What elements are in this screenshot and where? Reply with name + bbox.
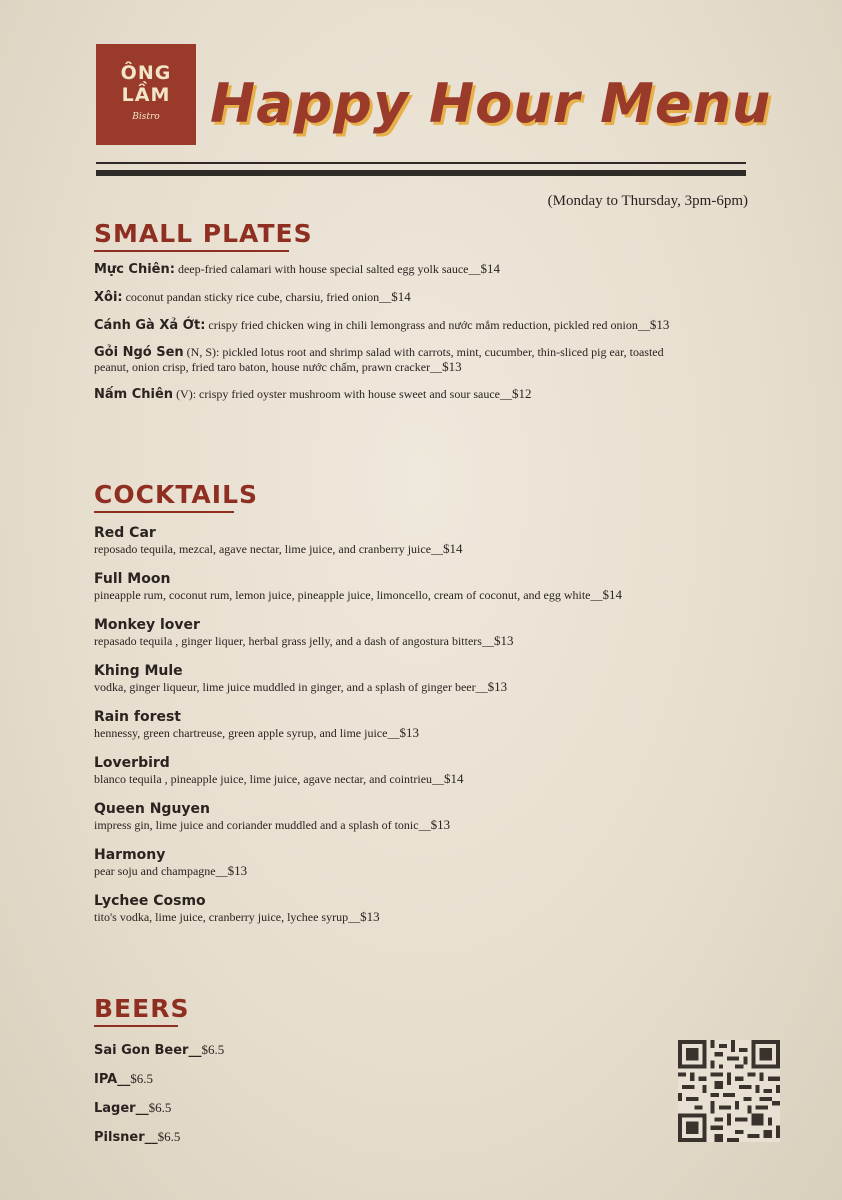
item-description: impress gin, lime juice and coriander muddled and a splash of tonic__ [94, 818, 431, 832]
item-name: Xôi: [94, 290, 123, 305]
item-price: $14 [444, 771, 464, 786]
item-name: Loverbird [94, 755, 170, 771]
menu-title: Happy Hour Menu [210, 72, 772, 135]
item-name: IPA__ [94, 1072, 131, 1087]
item-name: Mực Chiên: [94, 262, 175, 277]
item-name: Harmony [94, 847, 166, 863]
menu-item [94, 892, 694, 924]
menu-item [94, 754, 694, 786]
menu-item [94, 524, 694, 556]
item-description: blanco tequila , pineapple juice, lime juice, agave nectar, and cointrieu__ [94, 772, 445, 786]
item-price: $12 [512, 386, 532, 401]
item-price: $6.5 [201, 1042, 225, 1057]
item-price: $13 [649, 317, 670, 332]
menu-item [94, 570, 694, 602]
menu-item [94, 387, 694, 402]
menu-item [94, 1100, 694, 1117]
item-price: $13 [430, 817, 451, 832]
item-name: Lychee Cosmo [94, 893, 206, 909]
small-plates-list [94, 262, 694, 402]
menu-item [94, 262, 694, 277]
section-underline [94, 1025, 178, 1027]
item-price: $14 [391, 289, 411, 304]
item-description: repasado tequila , ginger liquer, herbal grass jelly, and a dash of angostura bitters__ [94, 634, 494, 648]
item-name: Monkey lover [94, 617, 200, 633]
menu-item [94, 708, 694, 740]
cocktails-list [94, 524, 694, 924]
item-name: Nấm Chiên [94, 387, 174, 402]
section-title-small-plates: SMALL PLATES [94, 219, 313, 248]
menu-item [94, 290, 694, 305]
menu-item [94, 662, 694, 694]
item-description: tito's vodka, lime juice, cranberry juice, lychee syrup__ [94, 910, 361, 924]
menu-item [94, 1071, 694, 1088]
item-description: pineapple rum, coconut rum, lemon juice, pineapple juice, limoncello, cream of coconut, and egg white__ [94, 588, 603, 602]
item-price: $13 [442, 359, 462, 374]
menu-item [94, 616, 694, 648]
menu-item [94, 800, 694, 832]
qr-code-icon[interactable] [678, 1040, 780, 1142]
logo-subtitle: Bistro [132, 112, 160, 122]
item-name: Khing Mule [94, 663, 183, 679]
menu-item [94, 345, 694, 374]
header-divider-thick [96, 170, 746, 176]
section-title-beers: BEERS [94, 994, 190, 1023]
item-description: reposado tequila, mezcal, agave nectar, lime juice, and cranberry juice__ [94, 542, 444, 556]
item-name: Pilsner__ [94, 1130, 158, 1145]
item-price: $13 [487, 679, 508, 694]
item-description: hennessy, green chartreuse, green apple syrup, and lime juice__ [94, 726, 400, 740]
section-underline [94, 250, 289, 252]
item-price: $13 [360, 909, 380, 924]
logo-line-1: ÔNG [120, 62, 172, 84]
item-name: Red Car [94, 525, 156, 541]
item-description: (N, S): pickled lotus root and shrimp salad with carrots, mint, cucumber, thin-sliced pig ear, toasted peanut, onion crisp, fried taro baton, house nước chấm, prawn cracker__ [94, 345, 664, 374]
header-divider-thin [96, 162, 746, 164]
menu-item [94, 846, 694, 878]
item-price: $14 [443, 541, 463, 556]
item-name: Gỏi Ngó Sen [94, 345, 184, 360]
item-name: Lager__ [94, 1101, 149, 1116]
item-name: Sai Gon Beer__ [94, 1043, 202, 1058]
ong-lam-logo [96, 44, 196, 145]
section-underline [94, 511, 234, 513]
item-price: $6.5 [130, 1071, 153, 1086]
menu-item [94, 318, 694, 333]
item-price: $14 [602, 587, 622, 602]
item-price: $6.5 [148, 1100, 172, 1115]
logo-line-2: LẦM [121, 84, 171, 106]
item-description: deep-fried calamari with house special salted egg yolk sauce__ [174, 262, 481, 276]
item-name: Full Moon [94, 571, 171, 587]
item-price: $13 [493, 633, 514, 648]
item-price: $13 [399, 725, 419, 740]
item-name: Cánh Gà Xả Ớt: [94, 318, 206, 333]
menu-item [94, 1129, 694, 1146]
item-price: $14 [480, 261, 501, 276]
beers-list [94, 1042, 694, 1146]
item-name: Rain forest [94, 709, 182, 725]
item-description: vodka, ginger liqueur, lime juice muddled in ginger, and a splash of ginger beer__ [94, 680, 488, 694]
item-description: coconut pandan sticky rice cube, charsiu, fried onion__ [122, 290, 392, 304]
item-description: crispy fried chicken wing in chili lemongrass and nước mắm reduction, pickled red onion__ [205, 318, 650, 332]
menu-item [94, 1042, 694, 1059]
item-description: pear soju and champagne__ [94, 864, 228, 878]
happy-hour-schedule: (Monday to Thursday, 3pm-6pm) [547, 193, 748, 209]
item-price: $13 [227, 863, 248, 878]
item-description: (V): crispy fried oyster mushroom with house sweet and sour sauce__ [173, 387, 512, 401]
item-price: $6.5 [157, 1129, 181, 1144]
section-title-cocktails: COCKTAILS [94, 480, 259, 509]
item-name: Queen Nguyen [94, 801, 210, 817]
